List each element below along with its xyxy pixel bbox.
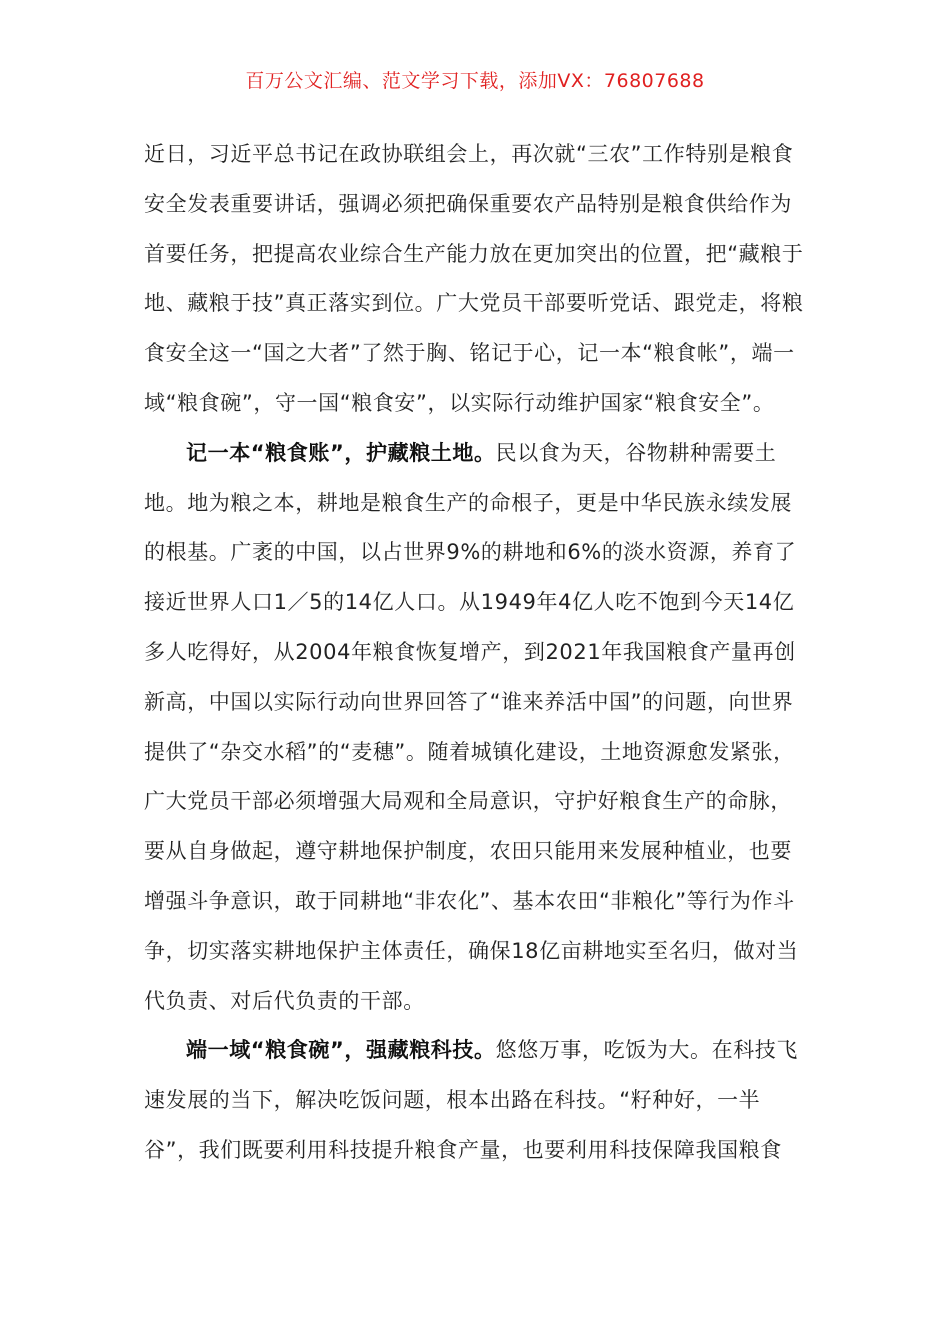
- section-text-land: 民以食为天，谷物耕种需要土地。地为粮之本，耕地是粮食生产的命根子，更是中华民族永续发展的根基。广袤的中国，以占世界9%的耕地和6%的淡水资源，养育了接近世界人口1／5的14亿人口。从1949年4亿人吃不饱到今天14亿多人吃得好，从2004年粮食恢复增产，到2021年我国粮食产量再创新高，中国以实际行动向世界回答了“谁来养活中国”的问题，向世界提供了“杂交水稻”的“麦穗”。随着城镇化建设，土地资源愈发紧张，广大党员干部必须增强大局观和全局意识，守护好粮食生产的命脉，要从自身做起，遵守耕地保护制度，农田只能用来发展种植业，也要增强斗争意识，敢于同耕地“非农化”、基本农田“非粮化”等行为作斗争，切实落实耕地保护主体责任，确保18亿亩耕地实至名归，做对当代负责、对后代负责的干部。: [144, 440, 799, 1013]
- section-heading-tech: 端一域“粮食碗”，强藏粮科技。: [186, 1038, 496, 1063]
- intro-text: 近日，习近平总书记在政协联组会上，再次就“三农”工作特别是粮食安全发表重要讲话，强调必须把确保重要农产品特别是粮食供给作为首要任务，把提高农业综合生产能力放在更加突出的位置，把“藏粮于地、藏粮于技”真正落实到位。广大党员干部要听党话、跟党走，将粮食安全这一“国之大者”了然于胸、铭记于心，记一本“粮食帐”，端一域“粮食碗”，守一国“粮食安”，以实际行动维护国家“粮食安全”。: [144, 142, 804, 415]
- intro-paragraph: [144, 130, 808, 429]
- watermark-header: 百万公文汇编、范文学习下载，添加VX：76807688: [245, 70, 705, 92]
- section-paragraph-tech: [144, 1026, 808, 1175]
- section-paragraph-land: [144, 429, 808, 1027]
- document-body: [144, 130, 808, 1176]
- section-text-tech: 悠悠万事，吃饭为大。在科技飞速发展的当下，解决吃饭问题，根本出路在科技。“籽种好，一半谷”，我们既要利用科技提升粮食产量，也要利用科技保障我国粮食: [144, 1038, 799, 1162]
- section-heading-land: 记一本“粮食账”，护藏粮土地。: [186, 440, 496, 465]
